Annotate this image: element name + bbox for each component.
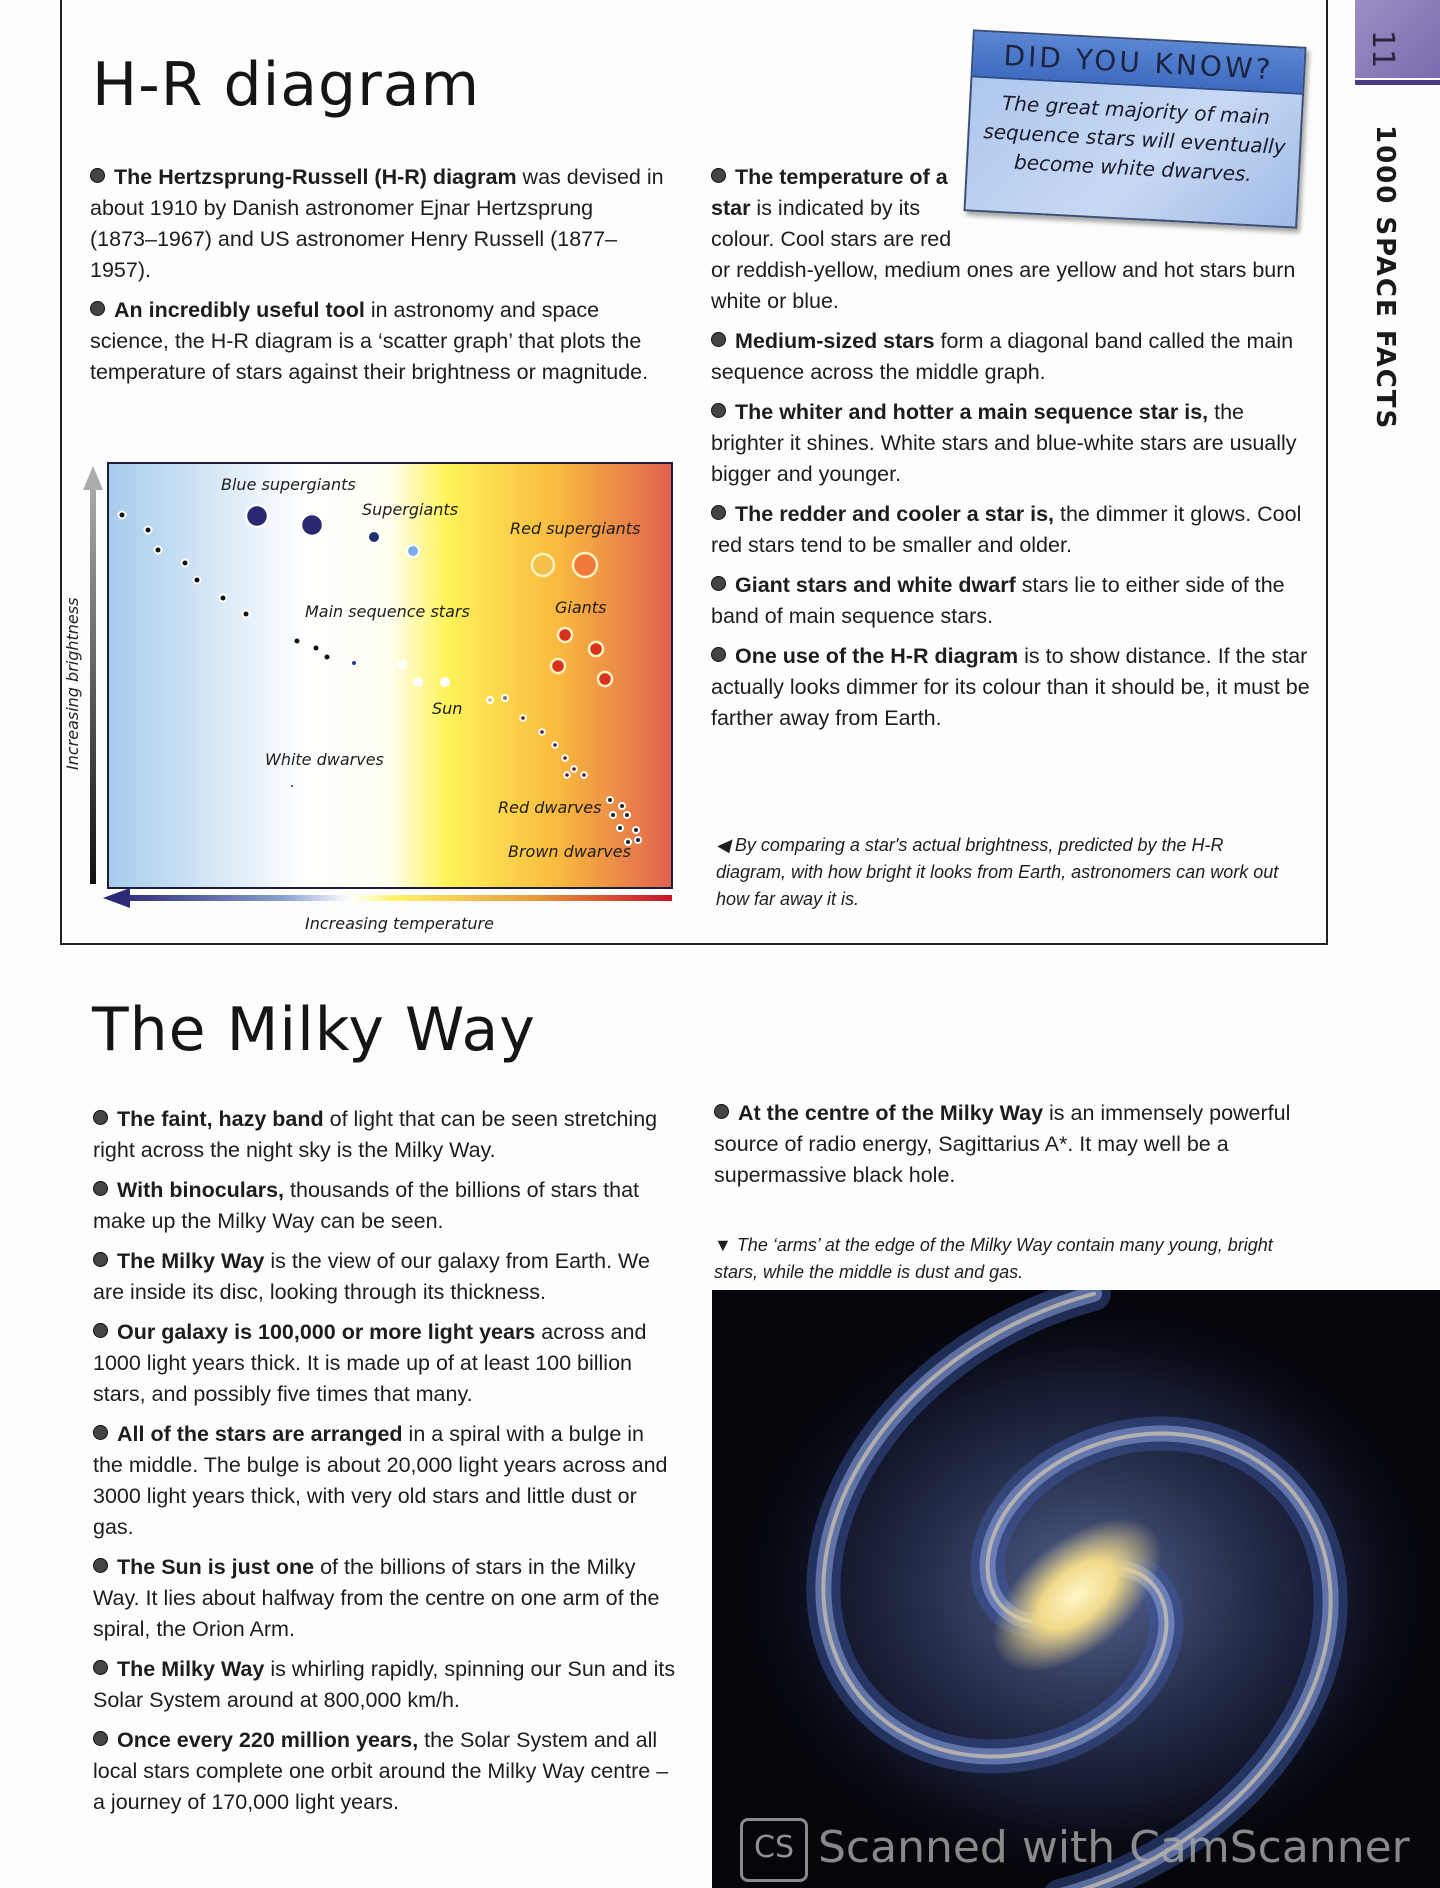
main-sequence-star [182,560,189,567]
x-axis-label: Increasing temperature [305,914,494,933]
paragraph [93,1654,678,1716]
blue-supergiant-star [301,514,323,536]
red-dwarf-star [617,825,623,831]
paragraph-text: in a spiral with a bulge in the middle. The bulge is about 20,000 light years across and 3000 light years thick, with very old stars and little dust or gas. [93,1422,668,1539]
hr-right-column [711,162,1311,743]
paragraph-text: is whirling rapidly, spinning our Sun and its Solar System around at 800,000 km/h. [93,1657,676,1712]
galaxy-illustration [712,1290,1440,1888]
red-dwarf-star [607,797,613,803]
paragraph-text: the Solar System and all local stars complete one orbit around the Milky Way centre – a journey of 170,000 light years. [93,1728,669,1814]
main-sequence-star [220,595,227,602]
main-sequence-star [562,755,568,761]
paragraph-lead: One use of the H-R diagram [735,644,1019,668]
bullet-icon [93,1181,108,1196]
paragraph [714,1098,1294,1191]
label-red-dwarves: Red dwarves [498,798,602,817]
paragraph-text: form a diagonal band called the main sequence across the middle graph. [711,329,1294,384]
bullet-icon [711,505,726,520]
label-giants: Giants [555,598,607,617]
hr-diagram [55,455,680,940]
milky-way-caption: ▼ The ‘arms’ at the edge of the Milky Way contain many young, bright stars, while the middle is dust and gas. [714,1235,1273,1282]
paragraph-lead: At the centre of the Milky Way [738,1101,1044,1125]
did-you-know-heading: DID YOU KNOW? [972,31,1304,94]
paragraph-text: in astronomy and space science, the H-R diagram is a ‘scatter graph’ that plots the temperature of stars against their brightness or magnitude. [90,298,649,384]
bullet-icon [93,1110,108,1125]
bullet-icon [711,332,726,347]
giant-star [589,642,603,656]
paragraph [711,499,1311,561]
paragraph-lead: The Milky Way [117,1657,265,1681]
paragraph-lead: The Sun is just one [117,1555,315,1579]
paragraph [93,1104,678,1166]
main-sequence-star [324,654,331,661]
paragraph-lead: The redder and cooler a star is, [735,502,1055,526]
frame-bottom-border [60,943,1328,945]
giant-star [551,659,565,673]
paragraph [711,570,1311,632]
red-supergiant-star [573,553,597,577]
paragraph-text: is indicated by its colour. Cool stars are red or reddish-yellow, medium ones are yellow and hot stars burn white or blue. [711,196,1296,313]
red-dwarf-star [610,812,616,818]
label-blue-supergiants: Blue supergiants [221,475,356,494]
bullet-icon [93,1252,108,1267]
milky-way-left-column [93,1104,678,1827]
bullet-icon [93,1731,108,1746]
main-sequence-star [520,715,526,721]
bullet-icon [711,168,726,183]
paragraph [93,1317,678,1410]
did-you-know-text: The great majority of main sequence stars will eventually become white dwarves. [982,91,1287,187]
red-supergiant-star [532,554,554,576]
red-dwarf-star [633,827,639,833]
bullet-icon [93,1425,108,1440]
giant-star [598,672,612,686]
bullet-icon [714,1104,729,1119]
page-number: 11 [1365,30,1400,69]
paragraph-text: is the view of our galaxy from Earth. We are inside its disc, looking through its thickness. [93,1249,650,1304]
paragraph [90,295,665,388]
blue-supergiant-star [246,505,268,527]
paragraph-lead: Giant stars and white dwarf [735,573,1016,597]
main-sequence-star [294,638,301,645]
label-brown-dwarves: Brown dwarves [508,842,631,861]
hr-caption: ◀ By comparing a star's actual brightness, predicted by the H-R diagram, with how bright it looks from Earth, astronomers can work out how far away it is. [716,835,1279,909]
main-sequence-star [194,577,201,584]
red-dwarf-star [635,837,641,843]
brightness-arrow-head [83,466,103,490]
main-sequence-star [441,678,449,686]
bullet-icon [93,1660,108,1675]
paragraph [711,397,1311,490]
temperature-arrow-head [103,888,130,908]
paragraph [93,1552,678,1645]
paragraph [93,1725,678,1818]
paragraph-lead: The faint, hazy band [117,1107,324,1131]
main-sequence-star [145,527,152,534]
supergiant-star [407,545,419,557]
paragraph [711,326,1311,388]
hr-title: H-R diagram [92,50,481,120]
paragraph-lead: With binoculars, [117,1178,285,1202]
did-you-know-box [963,29,1306,228]
milky-way-right-column [714,1098,1294,1200]
paragraph-lead: Our galaxy is 100,000 or more light years [117,1320,536,1344]
temperature-arrow [118,895,672,901]
label-sun: Sun [432,699,463,718]
paragraph-lead: Once every 220 million years, [117,1728,419,1752]
paragraph-text: stars lie to either side of the band of main sequence stars. [711,573,1285,628]
red-dwarf-star [624,812,630,818]
paragraph-text: is to show distance. If the star actually looks dimmer for its colour than it should be, it must be farther away from Earth. [711,644,1310,730]
paragraph-text: the brighter it shines. White stars and blue-white stars are usually bigger and younger. [711,400,1297,486]
bullet-icon [93,1558,108,1573]
paragraph-lead: The Milky Way [117,1249,265,1273]
sun-star [487,697,493,703]
paragraph-lead: Medium-sized stars [735,329,935,353]
main-sequence-star [414,678,422,686]
book-title: 1000 SPACE FACTS [1370,125,1400,431]
bullet-icon [93,1323,108,1338]
paragraph [93,1246,678,1308]
label-main-sequence: Main sequence stars [305,602,470,621]
giant-star [558,628,572,642]
paragraph-lead: The whiter and hotter a main sequence star is, [735,400,1209,424]
main-sequence-star [564,772,570,778]
hr-left-column [90,162,665,397]
paragraph [90,162,665,286]
bullet-icon [90,301,105,316]
label-red-supergiants: Red supergiants [510,519,641,538]
label-supergiants: Supergiants [362,500,459,519]
main-sequence-star [119,512,126,519]
label-white-dwarves: White dwarves [265,750,384,769]
main-sequence-star [243,611,250,618]
bullet-icon [711,647,726,662]
main-sequence-star [502,695,508,701]
main-sequence-star [581,772,587,778]
paragraph-text: was devised in about 1910 by Danish astronomer Ejnar Hertzsprung (1873–1967) and US astronomer Henry Russell (1877–1957). [90,165,664,282]
paragraph [711,641,1311,734]
main-sequence-star [155,547,162,554]
milky-way-title: The Milky Way [92,995,536,1065]
main-sequence-star [552,742,558,748]
main-sequence-star [539,729,545,735]
bullet-icon [711,403,726,418]
paragraph-text: across and 1000 light years thick. It is made up of at least 100 billion stars, and possibly five times that many. [93,1320,647,1406]
paragraph-text: the dimmer it glows. Cool red stars tend to be smaller and older. [711,502,1302,557]
supergiant-star [368,531,380,543]
bullet-icon [711,576,726,591]
paragraph-text: thousands of the billions of stars that make up the Milky Way can be seen. [93,1178,640,1233]
camscanner-logo: CS [740,1818,808,1882]
main-sequence-star [571,766,577,772]
y-axis-label: Increasing brightness [63,597,82,770]
paragraph-text: of light that can be seen stretching right across the night sky is the Milky Way. [93,1107,658,1162]
paragraph [93,1419,678,1543]
milky-way-image [712,1290,1440,1888]
paragraph-text: is an immensely powerful source of radio energy, Sagittarius A*. It may well be a supermassive black hole. [714,1101,1291,1187]
main-sequence-star [398,661,406,669]
camscanner-watermark: Scanned with CamScanner [818,1822,1410,1873]
main-sequence-star [351,660,357,666]
paragraph-text: of the billions of stars in the Milky Way. It lies about halfway from the centre on one arm of the spiral, the Orion Arm. [93,1555,660,1641]
paragraph-lead: The temperature of a star [711,165,948,220]
red-dwarf-star [619,803,625,809]
side-divider [1355,80,1440,85]
paragraph-lead: An incredibly useful tool [114,298,365,322]
paragraph-lead: All of the stars are arranged [117,1422,403,1446]
paragraph-lead: The Hertzsprung-Russell (H-R) diagram [114,165,517,189]
paragraph [93,1175,678,1237]
brightness-arrow [90,482,96,884]
main-sequence-star [313,645,320,652]
bullet-icon [90,168,105,183]
white-dwarf-star [290,784,294,788]
frame-right-border [1326,0,1328,945]
